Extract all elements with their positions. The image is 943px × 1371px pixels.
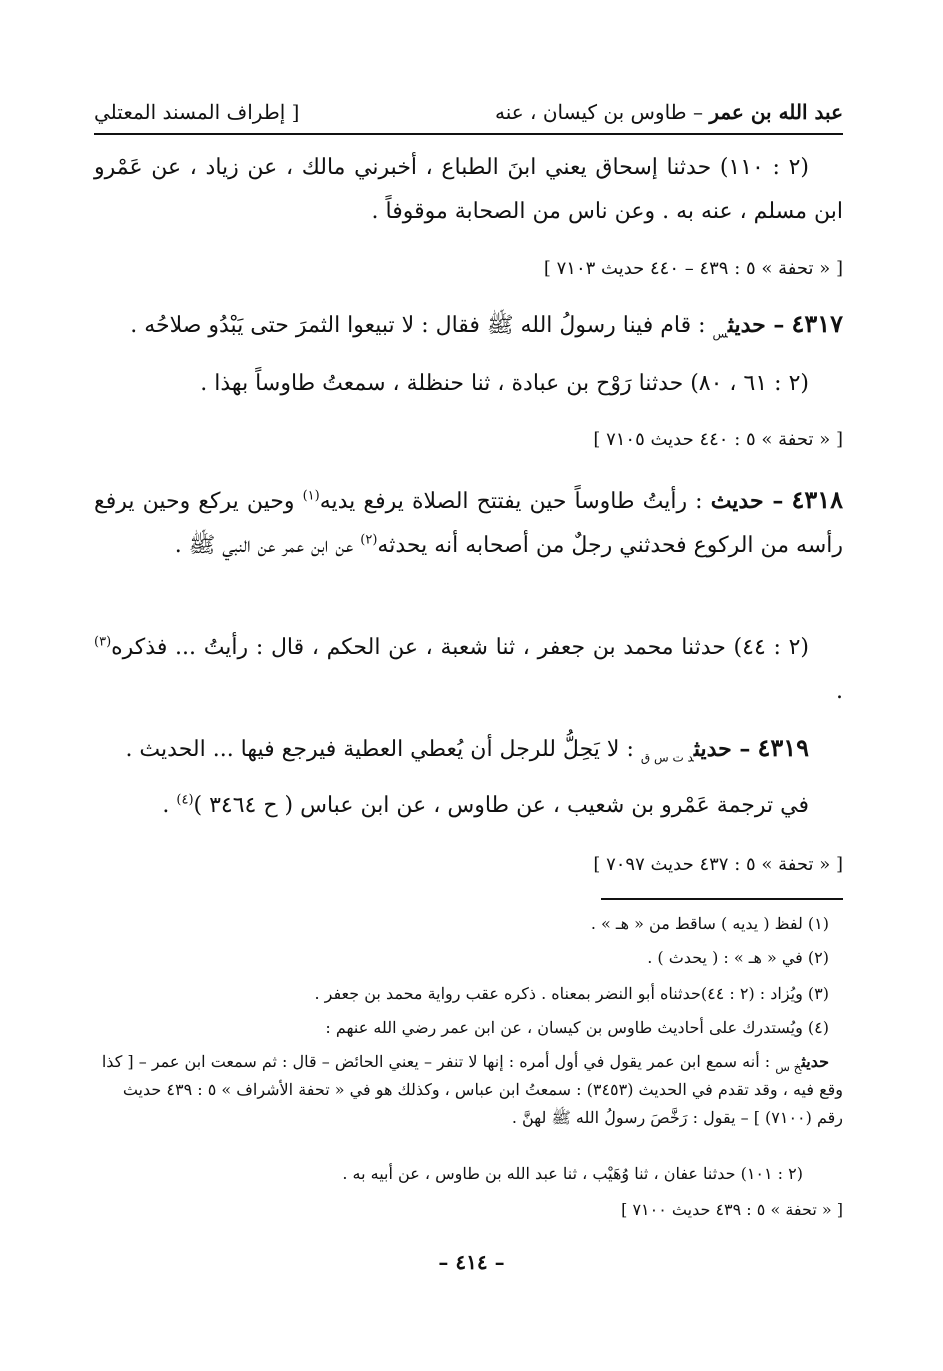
header-title-rest: – طاوس بن كيسان ، عنه bbox=[494, 100, 703, 124]
hadith-text-c: عن ابن عمر عن النبي ﷺ . bbox=[174, 533, 354, 558]
hadith-number: ٤٣١٩ bbox=[757, 733, 809, 762]
footnote-hadith-body: : أنه سمع ابن عمر يقول في أول أمره : إنها لا تنفر – يعني الحائض – قال : ثم سمعت ابن عمر – [ كذا وقع فيه ، وقد تقدم في الحديث (٣٤٥٣) : سمعتُ ابن عباس ، وكذلك هو في « تحفة الأشراف » ٥ : ٤٣٩ حديث رقم (٧١٠٠) ] – يقول : رَخَّصَ رسولُ الله ﷺ لهنَّ . bbox=[101, 1052, 843, 1127]
hadith-siglum: س bbox=[712, 326, 728, 341]
footnote-1: (١) لفظ ( يديه ) ساقط من « هـ » . bbox=[590, 914, 829, 933]
hadith-number: ٤٣١٨ bbox=[791, 485, 843, 514]
page-number: – ٤١٤ – bbox=[438, 1250, 505, 1274]
footnote-4-hadith bbox=[94, 1048, 843, 1132]
hadith-4317 bbox=[94, 302, 843, 348]
hadith-4318 bbox=[94, 478, 843, 568]
footnote-4-chain: (٢ : ١٠١) حدثنا عفان ، ثنا وُهَيْب ، ثنا عبد الله بن طاوس ، عن أبيه به . bbox=[342, 1164, 803, 1183]
hadith-keyword: – حديث bbox=[727, 312, 785, 338]
chain-text: (٢ : ٤٤) حدثنا محمد بن جعفر ، ثنا شعبة ، عن الحكم ، قال : رأيتُ ... فذكره bbox=[111, 635, 809, 660]
hadith-keyword: – حديث bbox=[693, 736, 751, 762]
hadith-number: ٤٣١٧ bbox=[791, 309, 843, 338]
cross-reference-end: . bbox=[162, 793, 170, 818]
footnote-marker-3: (٣) bbox=[94, 634, 112, 650]
cross-reference-paragraph bbox=[94, 784, 843, 828]
footnote-hadith-siglum: خ س bbox=[775, 1060, 802, 1075]
footnote-marker-4: (٤) bbox=[176, 792, 194, 808]
chain-paragraph-3 bbox=[94, 626, 843, 714]
hadith-text: : لا يَحِلُّ للرجل أن يُعطي العطية فيرجع فيها ... الحديث . bbox=[125, 737, 634, 762]
footnote-4: (٤) ويُستدرك على أحاديث طاوس بن كيسان ، عن ابن عمر رضي الله عنهم : bbox=[325, 1018, 829, 1037]
hadith-text-a: : رأيتُ طاوساً حين يفتتح الصلاة يرفع يديه bbox=[319, 489, 703, 514]
tuhfa-reference-2: [ « تحفة » ٥ : ٤٤٠ حديث ٧١٠٥ ] bbox=[593, 429, 843, 450]
footnote-hadith-keyword: حديث bbox=[801, 1052, 829, 1071]
header-title-bold: عبد الله بن عمر bbox=[709, 100, 843, 124]
hadith-4319 bbox=[94, 726, 843, 772]
tuhfa-reference-3: [ « تحفة » ٥ : ٤٣٧ حديث ٧٠٩٧ ] bbox=[593, 854, 843, 875]
footnote-marker-2: (٢) bbox=[360, 532, 378, 548]
hadith-text-b: وحين يركع وحين يرفع رأسه من الركوع فحدثني رجلٌ من أصحابه أنه يحدثه bbox=[94, 489, 843, 558]
footnote-2: (٢) في « هـ » : ( يحدث ) . bbox=[647, 948, 829, 967]
tuhfa-reference-1: [ « تحفة » ٥ : ٤٣٩ – ٤٤٠ حديث ٧١٠٣ ] bbox=[543, 258, 843, 279]
cross-reference-text: في ترجمة عَمْرو بن شعيب ، عن طاوس ، عن ابن عباس ( ح ٣٤٦٤ ) bbox=[193, 793, 809, 818]
hadith-keyword: – حديث bbox=[710, 488, 784, 514]
footnote-divider bbox=[601, 898, 843, 900]
chain-paragraph-1: (٢ : ١١٠) حدثنا إسحاق يعني ابنَ الطباع ، أخبرني مالك ، عن زياد ، عن عَمْرو ابن مسلم ، عنه به . وعن ناس من الصحابة موقوفاً . bbox=[94, 155, 843, 224]
chain-paragraph-2: (٢ : ٦١ ، ٨٠) حدثنا رَوْح بن عبادة ، ثنا حنظلة ، سمعتُ طاوساً بهذا . bbox=[200, 371, 809, 396]
header-title bbox=[495, 100, 843, 124]
chain-end: . bbox=[836, 679, 843, 704]
hadith-siglum: د ت س ق bbox=[640, 750, 694, 765]
header-divider bbox=[94, 133, 843, 135]
footnote-4-reference: [ « تحفة » ٥ : ٤٣٩ حديث ٧١٠٠ ] bbox=[621, 1200, 843, 1219]
hadith-text: : قام فينا رسولُ الله ﷺ فقال : لا تبيعوا الثمرَ حتى يَبْدُو صلاحُه . bbox=[130, 313, 706, 338]
header-book-title: [ إطراف المسند المعتلي bbox=[94, 100, 300, 124]
footnote-marker-1: (١) bbox=[302, 488, 320, 504]
running-header bbox=[94, 90, 843, 134]
footnote-3: (٣) ويُزاد : (٢ : ٤٤)حدثناه أبو النضر بمعناه . ذكره عقب رواية محمد بن جعفر . bbox=[314, 984, 829, 1003]
